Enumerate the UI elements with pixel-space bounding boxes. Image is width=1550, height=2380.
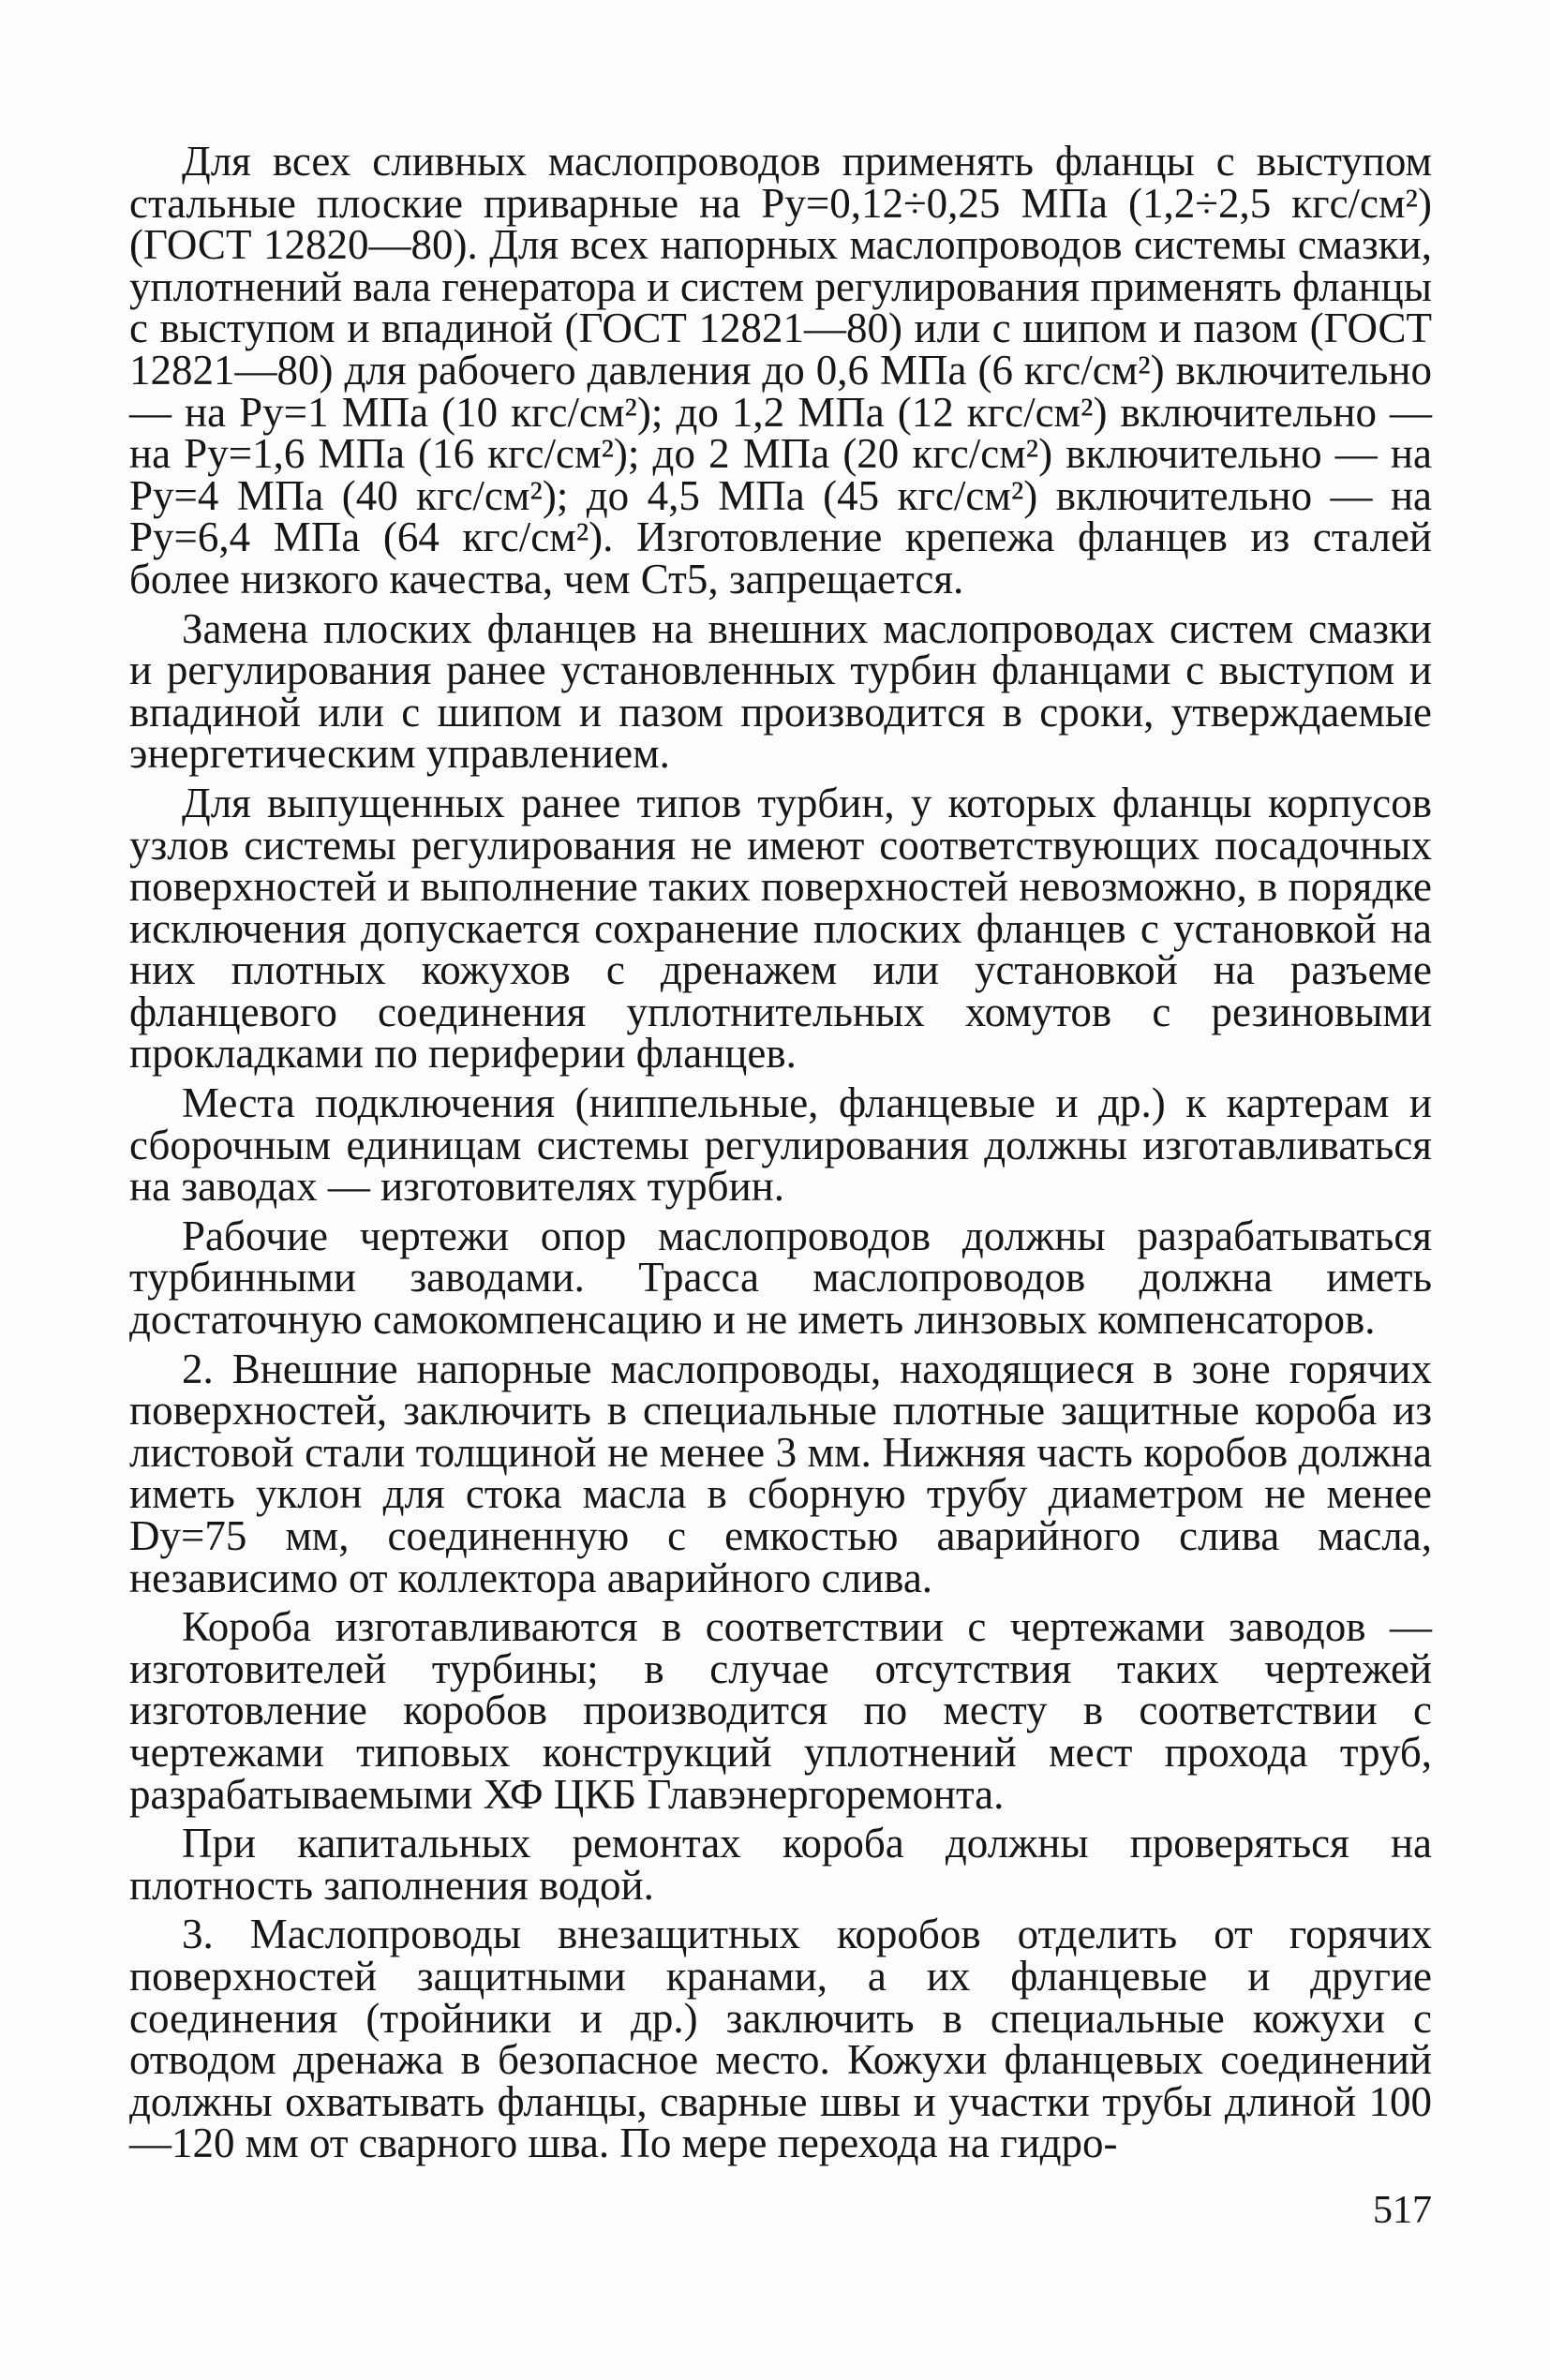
- paragraph-flange-requirements: Для всех сливных маслопроводов применять фланцы с выступом стальные плоские приварные на Pу=0,12÷0,25 МПа (1,2÷2,5 кгс/см²) (ГОСТ 12820—80). Для всех напорных маслопроводов системы смазки, уплотнений вала генератора и систем регулирования применять фланцы с выступом и впадиной (ГОСТ 12821—80) или с шипом и пазом (ГОСТ 12821—80) для рабочего давления до 0,6 МПа (6 кгс/см²) включительно — на Pу=1 МПа (10 кгс/см²); до 1,2 МПа (12 кгс/см²) включительно — на Pу=1,6 МПа (16 кгс/см²); до 2 МПа (20 кгс/см²) включительно — на Pу=4 МПа (40 кгс/см²); до 4,5 МПа (45 кгс/см²) включительно — на Pу=6,4 МПа (64 кгс/см²). Изготовление крепежа фланцев из сталей более низкого качества, чем Ст5, запрещается.: [129, 138, 1432, 602]
- paragraph-box-testing: При капитальных ремонтах короба должны проверяться на плотность заполнения водой.: [129, 1820, 1432, 1909]
- paragraph-flange-replacement: Замена плоских фланцев на внешних маслопроводах систем смазки и регулирования ранее установленных турбин фланцами с выступом и впадиной или с шипом и пазом производится в сроки, утверждаемые энергетическим управлением.: [129, 604, 1432, 778]
- page-number: 517: [1373, 2189, 1432, 2232]
- paragraph-item-2-protective-boxes: 2. Внешние напорные маслопроводы, находящиеся в зоне горячих поверхностей, заключить в специальные плотные защитные короба из листовой стали толщиной не менее 3 мм. Нижняя часть коробов должна иметь уклон для стока масла в сборную трубу диаметром не менее Dу=75 мм, соединенную с емкостью аварийного слива масла, независимо от коллектора аварийного слива.: [129, 1345, 1432, 1601]
- paragraph-connection-points: Места подключения (ниппельные, фланцевые и др.) к картерам и сборочным единицам системы регулирования должны изготавливаться на заводах — изготовителях турбин.: [129, 1079, 1432, 1211]
- paragraph-box-manufacturing: Короба изготавливаются в соответствии с чертежами заводов — изготовителей турбины; в случае отсутствия таких чертежей изготовление коробов производится по месту в соответствии с чертежами типовых конструкций уплотнений мест прохода труб, разрабатываемыми ХФ ЦКБ Главэнергоремонта.: [129, 1603, 1432, 1818]
- body-text: [129, 138, 1432, 2172]
- paragraph-support-drawings: Рабочие чертежи опор маслопроводов должны разрабатываться турбинными заводами. Трасса маслопроводов должна иметь достаточную самокомпенсацию и не иметь линзовых компенсаторов.: [129, 1212, 1432, 1344]
- paragraph-older-turbines: Для выпущенных ранее типов турбин, у которых фланцы корпусов узлов системы регулирования не имеют соответствующих посадочных поверхностей и выполнение таких поверхностей невозможно, в порядке исключения допускается сохранение плоских фланцев с установкой на них плотных кожухов с дренажем или установкой на разъеме фланцевого соединения уплотнительных хомутов с резиновыми прокладками по периферии фланцев.: [129, 779, 1432, 1078]
- paragraph-item-3-pipe-separation: 3. Маслопроводы внезащитных коробов отделить от горячих поверхностей защитными кранами, а их фланцевые и другие соединения (тройники и др.) заключить в специальные кожухи с отводом дренажа в безопасное место. Кожухи фланцевых соединений должны охватывать фланцы, сварные швы и участки трубы длиной 100—120 мм от сварного шва. По мере перехода на гидро-: [129, 1911, 1432, 2167]
